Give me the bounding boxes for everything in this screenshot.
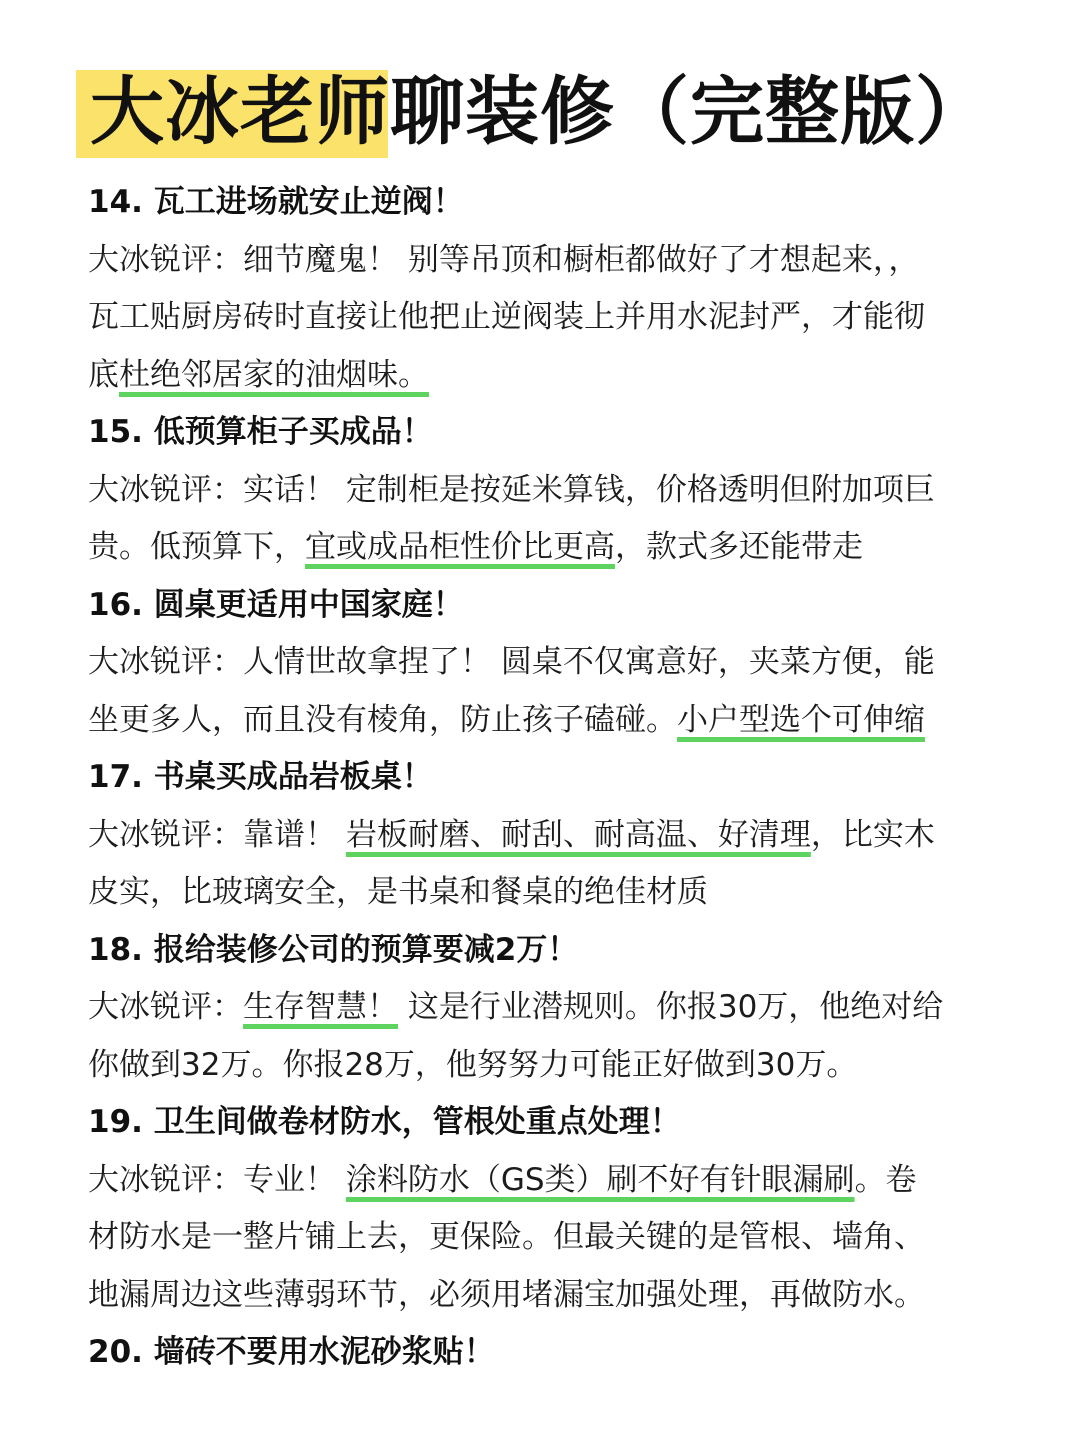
comment-text: 坐更多人，而且没有棱角，防止孩子磕碰。 bbox=[88, 701, 677, 738]
comment-text: 地漏周边这些薄弱环节，必须用堵漏宝加强处理，再做防水。 bbox=[88, 1276, 925, 1313]
tip-heading: 18. 报给装修公司的预算要减2万！ bbox=[88, 931, 579, 968]
comment-text: 大冰锐评：人情世故拿捏了！ 圆桌不仅寓意好，夹菜方便，能 bbox=[88, 644, 935, 680]
comment-text: ，款式多还能带走 bbox=[615, 529, 863, 565]
highlighted-phrase: 杜绝邻居家的油烟味。 bbox=[119, 356, 429, 393]
tip-heading: 14. 瓦工进场就安止逆阀！ bbox=[88, 184, 464, 220]
comment-text: 大冰锐评：实话！ 定制柜是按延米算钱，价格透明但附加项巨 bbox=[88, 471, 935, 508]
comment-text: 皮实，比玻璃安全，是书桌和餐桌的绝佳材质 bbox=[88, 874, 708, 910]
comment-text: 大冰锐评：细节魔鬼！ 别等吊顶和橱柜都做好了才想起来，， bbox=[88, 241, 920, 278]
tip-comment-line bbox=[88, 519, 1000, 577]
page-title bbox=[90, 66, 990, 158]
comment-text: 大冰锐评： bbox=[88, 989, 243, 1025]
tip-comment-line bbox=[88, 634, 1000, 692]
comment-text: 大冰锐评：专业！ bbox=[88, 1161, 346, 1198]
tip-heading: 15. 低预算柜子买成品！ bbox=[88, 414, 433, 450]
tip-comment-line bbox=[88, 692, 1000, 750]
tip-comment-line bbox=[88, 1152, 1000, 1210]
comment-text: 底 bbox=[88, 356, 119, 393]
highlighted-phrase: 宜或成品柜性价比更高 bbox=[305, 529, 615, 565]
comment-text: ，比实木 bbox=[810, 816, 935, 853]
highlighted-phrase: 生存智慧！ bbox=[243, 989, 398, 1025]
highlighted-phrase: 岩板耐磨、耐刮、耐高温、好清理 bbox=[345, 816, 811, 853]
tip-item bbox=[88, 749, 1000, 922]
tip-comment-line bbox=[88, 232, 1000, 290]
tip-comment-line bbox=[88, 1209, 1000, 1267]
tip-heading: 17. 书桌买成品岩板桌！ bbox=[88, 759, 433, 795]
tip-item bbox=[88, 404, 1000, 577]
comment-text: 。卷 bbox=[854, 1161, 917, 1198]
title-wrap bbox=[0, 66, 1080, 158]
tip-item bbox=[88, 922, 1000, 1095]
comment-text: 贵。低预算下， bbox=[88, 529, 305, 565]
title-rest-text: 聊装修（完整版） bbox=[390, 69, 990, 155]
tip-comment-line bbox=[88, 807, 1000, 865]
tip-comment-line bbox=[88, 289, 1000, 347]
highlighted-phrase: 涂料防水（GS类）刷不好有针眼漏刷 bbox=[345, 1161, 855, 1198]
tip-item bbox=[88, 1094, 1000, 1324]
tip-comment-line bbox=[88, 1037, 1000, 1095]
tip-item bbox=[88, 174, 1000, 404]
tip-heading: 20. 墙砖不要用水泥砂浆贴！ bbox=[88, 1334, 495, 1370]
comment-text: 大冰锐评：靠谱！ bbox=[88, 816, 346, 853]
comment-text: 你做到32万。你报28万，他努努力可能正好做到30万。 bbox=[88, 1046, 858, 1083]
tip-comment-line bbox=[88, 979, 1000, 1037]
tip-heading: 16. 圆桌更适用中国家庭！ bbox=[88, 586, 464, 623]
tip-comment-line bbox=[88, 347, 1000, 405]
comment-text: 瓦工贴厨房砖时直接让他把止逆阀装上并用水泥封严，才能彻 bbox=[88, 299, 925, 335]
tip-item bbox=[88, 577, 1000, 750]
comment-text: 材防水是一整片铺上去，更保险。但最关键的是管根、墙角、 bbox=[88, 1219, 925, 1255]
tip-heading: 19. 卫生间做卷材防水，管根处重点处理！ bbox=[88, 1104, 681, 1140]
tip-comment-line bbox=[88, 462, 1000, 520]
highlighted-phrase: 小户型选个可伸缩 bbox=[677, 701, 925, 738]
tip-comment-line bbox=[88, 864, 1000, 922]
tip-item bbox=[88, 1324, 1000, 1382]
tip-comment-line bbox=[88, 1267, 1000, 1325]
title-highlight-text: 大冰老师 bbox=[90, 69, 390, 155]
comment-text: 这是行业潜规则。你报30万，他绝对给 bbox=[398, 989, 944, 1025]
content bbox=[88, 174, 1000, 1382]
